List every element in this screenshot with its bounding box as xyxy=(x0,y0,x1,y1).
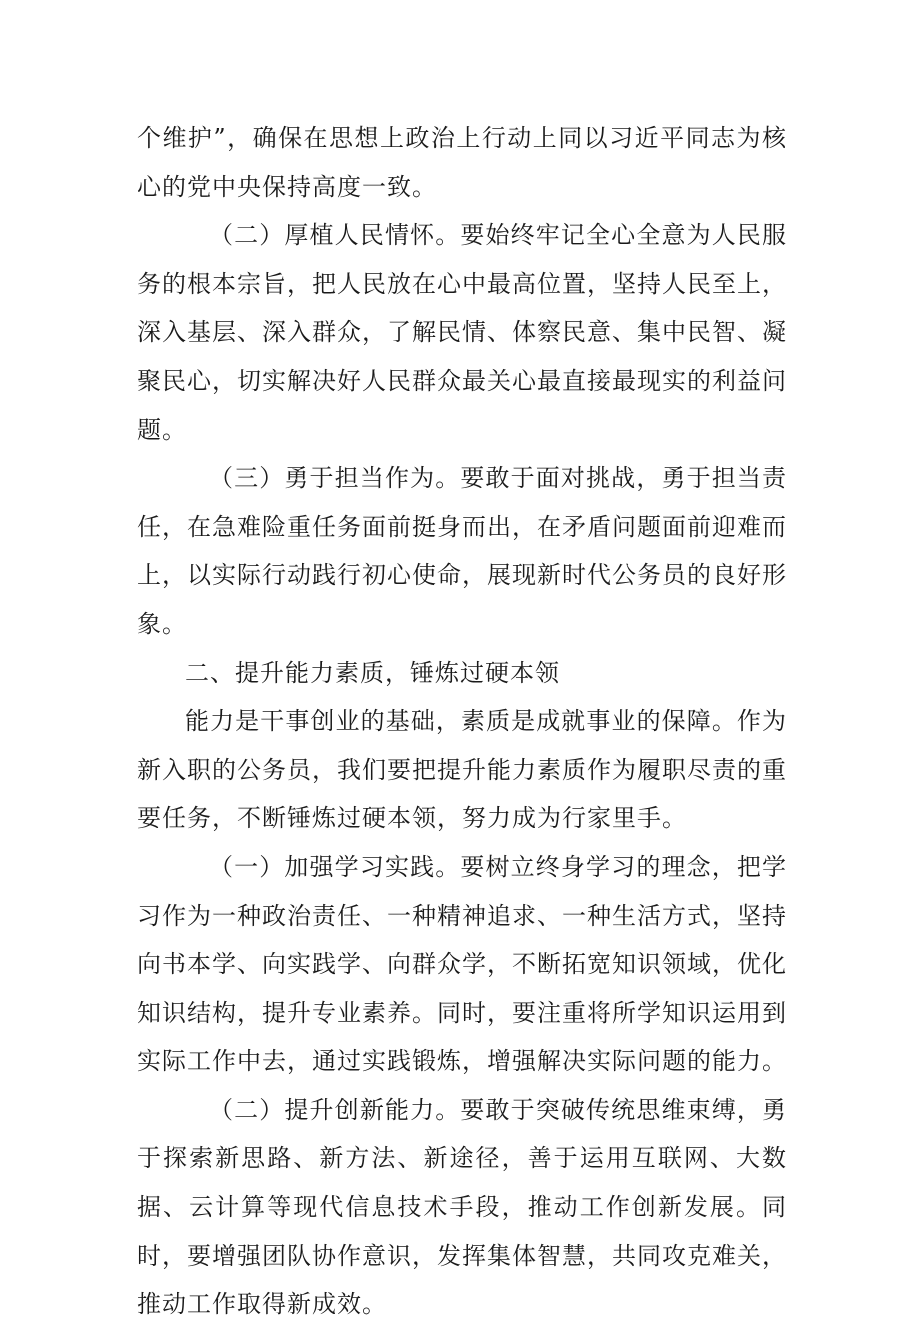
paragraph-responsibility: （三）勇于担当作为。要敢于面对挑战，勇于担当责任，在急难险重任务面前挺身而出，在矛盾问题面前迎难而上，以实际行动践行初心使命，展现新时代公务员的良好形象。 xyxy=(137,464,787,638)
paragraph-people-sentiment: （二）厚植人民情怀。要始终牢记全心全意为人民服务的根本宗旨，把人民放在心中最高位置，坚持人民至上，深入基层、深入群众，了解民情、体察民意、集中民智、凝聚民心，切实解决好人民群众最关心最直接最现实的利益问题。 xyxy=(137,221,787,444)
paragraph-continuation: 个维护”，确保在思想上政治上行动上同以习近平同志为核心的党中央保持高度一致。 xyxy=(137,124,787,201)
paragraph-ability-intro: 能力是干事创业的基础，素质是成就事业的保障。作为新入职的公务员，我们要把提升能力素质作为履职尽责的重要任务，不断锤炼过硬本领，努力成为行家里手。 xyxy=(137,707,787,833)
paragraph-innovation: （二）提升创新能力。要敢于突破传统思维束缚，勇于探索新思路、新方法、新途径，善于运用互联网、大数据、云计算等现代信息技术手段，推动工作创新发展。同时，要增强团队协作意识，发挥集体智慧，共同攻克难关，推动工作取得新成效。 xyxy=(137,1095,787,1319)
document-body xyxy=(137,114,787,1329)
section-heading-ability: 二、提升能力素质，锤炼过硬本领 xyxy=(185,658,560,687)
paragraph-learning-practice: （一）加强学习实践。要树立终身学习的理念，把学习作为一种政治责任、一种精神追求、一种生活方式，坚持向书本学、向实践学、向群众学，不断拓宽知识领域，优化知识结构，提升专业素养。同时，要注重将所学知识运用到实际工作中去，通过实践锻炼，增强解决实际问题的能力。 xyxy=(137,852,787,1076)
